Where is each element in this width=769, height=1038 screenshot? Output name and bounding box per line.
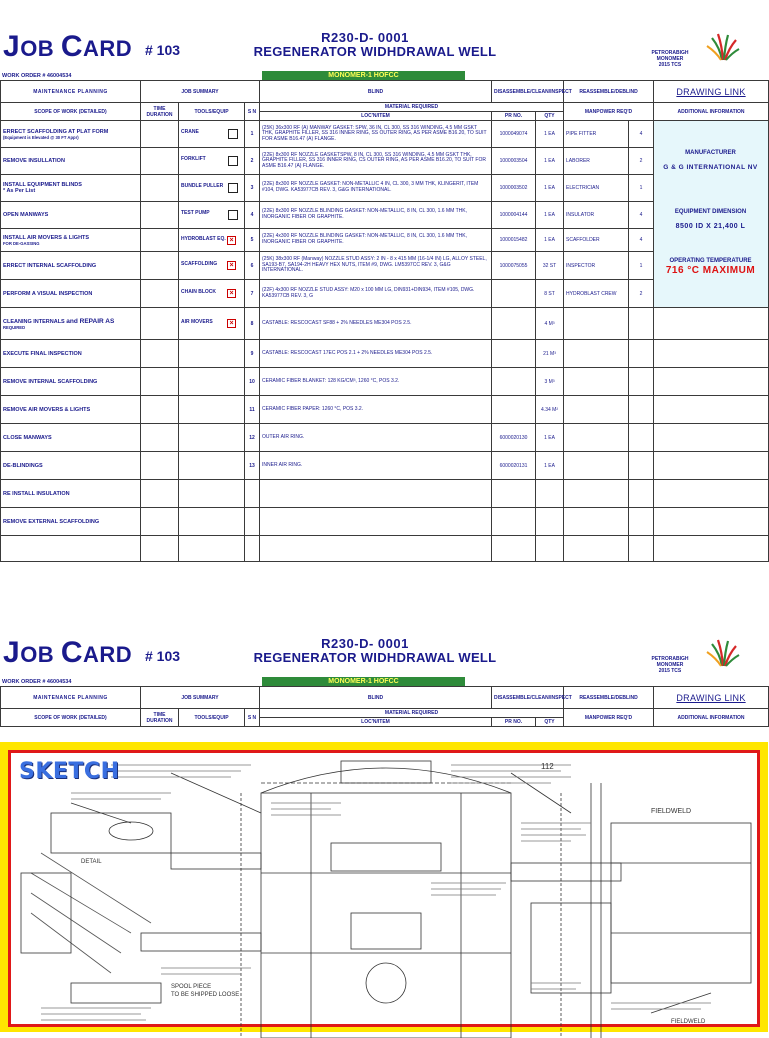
scope-cell: CLEANING INTERNALS and REPAIR AS REQUIRED (1, 308, 141, 340)
tool-checkbox-checked[interactable]: × (227, 289, 236, 298)
job-summary-header: JOB SUMMARY (141, 687, 260, 709)
material-cell: CERAMIC FIBER BLANKET: 128 KG/CM³, 1260 °C, POS 3.2. (260, 368, 492, 396)
table-row (1, 121, 769, 148)
material-cell (260, 480, 492, 508)
sketch-note-fieldweld-2: FIELDWELD (671, 1019, 706, 1025)
temperature-label: OPERATING TEMPERATURE (669, 258, 752, 264)
temperature-value: 716 °C MAXIMUM (665, 265, 756, 276)
equipment-name: REGENERATOR WIDHDRAWAL WELL (253, 650, 497, 665)
tool-checkbox-checked[interactable]: × (227, 261, 236, 270)
company-logo-icon (704, 32, 740, 62)
time-cell[interactable] (141, 308, 179, 340)
tool-checkbox-checked[interactable]: × (227, 236, 236, 245)
unit-banner: MONOMER-1 HOFCC (262, 71, 465, 81)
qty-cell: 1 EA (536, 121, 564, 148)
manpower-trade-cell: LABORER (564, 148, 629, 175)
table-row (1, 280, 769, 308)
tool-cell: TEST PUMP (179, 202, 245, 229)
pr-number-cell: 1000003504 (492, 148, 536, 175)
tool-cell (179, 480, 245, 508)
material-cell: (22E) 8x300 RF NOZZLE GASKETSPW, 8 IN, CL 300, SS 316 WINDING, 4.5 MM GSKT THK, GRAPHITE FILLER, SS 316 INNER RING, CS OUTER RING, AS PER ASME B16.20, TO SUIT FOR ASME B16.47 (A) FLANGE. (260, 148, 492, 175)
manpower-count-cell: 2 (629, 280, 654, 308)
qty-cell: 1 EA (536, 202, 564, 229)
sn-cell: 3 (245, 175, 260, 202)
tool-checkbox[interactable] (228, 156, 238, 166)
additional-info-cell (654, 368, 769, 396)
scope-cell: INSTALL EQUIPMENT BLINDS * As Per List (1, 175, 141, 202)
scope-cell (1, 536, 141, 562)
manpower-trade-cell (564, 536, 629, 562)
time-cell[interactable] (141, 252, 179, 280)
col-tools: TOOLS/EQUIP (179, 103, 245, 121)
col-additional-info: ADDITIONAL INFORMATION (654, 103, 769, 121)
disassemble-header: DISASSEMBLE/CLEAN/INSPECT (492, 81, 564, 103)
tool-cell (179, 424, 245, 452)
sn-cell: 6 (245, 252, 260, 280)
col-time: TIME DURATION (141, 103, 179, 121)
time-cell[interactable] (141, 202, 179, 229)
material-cell: OUTER AIR RING. (260, 424, 492, 452)
tool-checkbox[interactable] (228, 183, 238, 193)
time-cell[interactable] (141, 121, 179, 148)
manpower-count-cell (629, 368, 654, 396)
col-loc-item: LOC'N/ITEM (260, 718, 492, 727)
manpower-count-cell: 1 (629, 252, 654, 280)
manpower-count-cell (629, 396, 654, 424)
qty-cell: 8 ST (536, 280, 564, 308)
manpower-trade-cell (564, 508, 629, 536)
sketch-note-detail: DETAIL (81, 859, 102, 865)
material-cell: (22F) 4x300 RF NOZZLE STUD ASSY: M20 x 100 MM LG, DIN931+DIN934, ITEM #105, DWG. KA53977CB REV. 3, G (260, 280, 492, 308)
time-cell[interactable] (141, 480, 179, 508)
tool-cell (179, 396, 245, 424)
tool-cell (179, 452, 245, 480)
col-scope: SCOPE OF WORK (DETAILED) (1, 103, 141, 121)
pr-number-cell: 1000015482 (492, 229, 536, 252)
equipment-tag: R230-D- 0001 (321, 636, 409, 651)
material-cell (260, 508, 492, 536)
col-qty: QTY (536, 718, 564, 727)
sn-cell: 8 (245, 308, 260, 340)
work-order-number: WORK ORDER # 46004534 (2, 73, 72, 79)
qty-cell: 1 EA (536, 175, 564, 202)
manpower-trade-cell: INSULATOR (564, 202, 629, 229)
material-cell (260, 536, 492, 562)
time-cell[interactable] (141, 148, 179, 175)
manpower-trade-cell: INSPECTOR (564, 252, 629, 280)
time-cell[interactable] (141, 424, 179, 452)
disassemble-header: DISASSEMBLE/CLEAN/INSPECT (492, 687, 564, 709)
additional-info-cell (654, 508, 769, 536)
sketch-note-number: 112 (541, 762, 554, 771)
tool-checkbox-checked[interactable]: × (227, 319, 236, 328)
col-qty: QTY (536, 112, 564, 121)
time-cell[interactable] (141, 536, 179, 562)
tool-cell: AIR MOVERS × (179, 308, 245, 340)
work-order-number: WORK ORDER # 46004534 (2, 679, 72, 685)
additional-info-cell (654, 452, 769, 480)
time-cell[interactable] (141, 396, 179, 424)
qty-cell: 21 M³ (536, 340, 564, 368)
pr-number-cell (492, 340, 536, 368)
pr-number-cell (492, 536, 536, 562)
job-card-table-header (0, 686, 769, 727)
pr-number-cell (492, 508, 536, 536)
sn-cell (245, 480, 260, 508)
additional-info-cell (654, 424, 769, 452)
scope-cell: REMOVE AIR MOVERS & LIGHTS (1, 396, 141, 424)
material-cell: (22E) 4x300 RF NOZZLE BLINDING GASKET: NON-METALLIC, 8 IN, CL 300, 1.6 MM THK, INORGANIC FIBER OR GRAPHITE. (260, 229, 492, 252)
additional-info-cell (654, 340, 769, 368)
manpower-count-cell (629, 480, 654, 508)
col-tools: TOOLS/EQUIP (179, 709, 245, 727)
qty-cell: 1 EA (536, 229, 564, 252)
sn-cell: 11 (245, 396, 260, 424)
material-cell: INNER AIR RING. (260, 452, 492, 480)
manpower-trade-cell: ELECTRICIAN (564, 175, 629, 202)
job-card-title: JOB CARD (3, 30, 133, 63)
qty-cell: 4 M³ (536, 308, 564, 340)
manpower-count-cell (629, 308, 654, 340)
sn-cell: 7 (245, 280, 260, 308)
pr-number-cell: 6000020130 (492, 424, 536, 452)
manpower-count-cell (629, 508, 654, 536)
equipment-name: REGENERATOR WIDHDRAWAL WELL (253, 44, 497, 59)
qty-cell (536, 508, 564, 536)
blind-header: BLIND (260, 81, 492, 103)
sketch-drawing-area (8, 750, 760, 1027)
reassemble-header: REASSEMBLE/DEBLIND (564, 687, 654, 709)
pr-number-cell: 1000049074 (492, 121, 536, 148)
tool-cell: BUNDLE PULLER (179, 175, 245, 202)
col-material-required: MATERIAL REQUIRED (260, 103, 564, 112)
additional-info-cell (654, 308, 769, 340)
job-card-page-1 (0, 30, 768, 525)
qty-cell: 3 M³ (536, 368, 564, 396)
material-cell: (25K) 36x300 RF (A) MANWAY GASKET: SPW, 36 IN, CL 300, SS 316 WINDING, 4.5 MM GSKT THK, GRAPHITE FILLER, SS 316 INNER RING, SS OUTER RING, AS PER ASME B16.20, TO SUIT FOR ASME B16.47 (A) FLANGE. (260, 121, 492, 148)
col-additional-info: ADDITIONAL INFORMATION (654, 709, 769, 727)
job-card-number: # 103 (145, 42, 181, 58)
tool-cell: FORKLIFT (179, 148, 245, 175)
scope-cell: EXECUTE FINAL INSPECTION (1, 340, 141, 368)
maintenance-planning-header: MAINTENANCE PLANNING (1, 687, 141, 709)
time-cell[interactable] (141, 340, 179, 368)
manpower-trade-cell (564, 368, 629, 396)
scope-cell: RE INSTALL INSULATION (1, 480, 141, 508)
time-cell[interactable] (141, 452, 179, 480)
table-row (1, 452, 769, 480)
col-scope: SCOPE OF WORK (DETAILED) (1, 709, 141, 727)
manufacturer-label: MANUFACTURER (685, 150, 736, 156)
job-card-title: JOB CARD (3, 636, 133, 669)
manpower-count-cell: 2 (629, 148, 654, 175)
col-pr-no: PR NO. (492, 718, 536, 727)
table-row (1, 508, 769, 536)
manufacturer-value: G & G INTERNATIONAL NV (663, 164, 758, 171)
time-cell[interactable] (141, 229, 179, 252)
manpower-trade-cell: SCAFFOLDER (564, 229, 629, 252)
pr-number-cell (492, 308, 536, 340)
dimension-value: 8500 ID X 21,400 L (675, 223, 746, 230)
tool-cell (179, 368, 245, 396)
sketch-label: SKETCH (19, 759, 120, 784)
company-logo-icon (704, 638, 740, 668)
pr-number-cell (492, 368, 536, 396)
pr-number-cell: 1000004144 (492, 202, 536, 229)
scope-cell: REMOVE EXTERNAL SCAFFOLDING (1, 508, 141, 536)
blind-header: BLIND (260, 687, 492, 709)
sn-cell: 13 (245, 452, 260, 480)
qty-cell (536, 536, 564, 562)
time-cell[interactable] (141, 508, 179, 536)
material-cell: CERAMIC FIBER PAPER: 1260 °C, POS 3.2. (260, 396, 492, 424)
sketch-note-shipped: TO BE SHIPPED LOOSE (171, 992, 240, 998)
pr-number-cell: 1000075055 (492, 252, 536, 280)
table-row (1, 340, 769, 368)
additional-info-cell (654, 536, 769, 562)
scope-cell: REMOVE INTERNAL SCAFFOLDING (1, 368, 141, 396)
qty-cell (536, 480, 564, 508)
manpower-trade-cell (564, 424, 629, 452)
manpower-trade-cell: HYDROBLAST CREW (564, 280, 629, 308)
sn-cell: 9 (245, 340, 260, 368)
maintenance-planning-header: MAINTENANCE PLANNING (1, 81, 141, 103)
sn-cell: 1 (245, 121, 260, 148)
material-cell: (25K) 38x300 RF (Manway) NOZZLE STUD ASSY: 2 IN - 8 x 415 MM (16-1/4 IN) LG, ALLOY STEEL, SA193-B7, SA194-2H HEAVY HEX NUTS, ITEM #9, DWG. LM5397CC REV. 3, G&G INTERNATIONAL. (260, 252, 492, 280)
material-cell: (22E) 8x300 RF NOZZLE GASKET: NON-METALLIC 4 IN, CL 300, 3 MM THK, KLINGERIT, ITEM #104, DWG. KA53977CB REV. 3, G&G INTERNATIONAL. (260, 175, 492, 202)
company-logo-text: PETRORABIGH MONOMER 2015 TCS (651, 50, 689, 68)
qty-cell: 32 ST (536, 252, 564, 280)
engineering-drawing (11, 753, 767, 1038)
pr-number-cell: 6000020131 (492, 452, 536, 480)
manpower-count-cell (629, 536, 654, 562)
qty-cell: 1 EA (536, 424, 564, 452)
qty-cell: 4.34 M² (536, 396, 564, 424)
tool-cell: HYDROBLAST EQ. × (179, 229, 245, 252)
sn-cell: 4 (245, 202, 260, 229)
table-row (1, 308, 769, 340)
tool-cell (179, 536, 245, 562)
scope-cell: PERFORM A VISUAL INSPECTION (1, 280, 141, 308)
drawing-link[interactable]: DRAWING LINK (654, 687, 769, 709)
pr-number-cell (492, 480, 536, 508)
sn-cell: 10 (245, 368, 260, 396)
material-cell: CASTABLE: RESCOCAST 17EC POS 2.1 + 2% NEEDLES ME304 POS 2.5. (260, 340, 492, 368)
manpower-trade-cell (564, 480, 629, 508)
job-card-number: # 103 (145, 648, 181, 664)
time-cell[interactable] (141, 280, 179, 308)
reassemble-header: REASSEMBLE/DEBLIND (564, 81, 654, 103)
job-card-page-2 (0, 636, 768, 1025)
additional-info-cell (654, 396, 769, 424)
scope-cell: DE-BLINDINGS (1, 452, 141, 480)
dimension-label: EQUIPMENT DIMENSION (674, 209, 747, 215)
pr-number-cell (492, 280, 536, 308)
tool-cell (179, 508, 245, 536)
manpower-trade-cell (564, 452, 629, 480)
scope-cell: OPEN MANWAYS (1, 202, 141, 229)
col-sn: S N (245, 709, 260, 727)
company-logo-text: PETRORABIGH MONOMER 2015 TCS (651, 656, 689, 674)
scope-cell: CLOSE MANWAYS (1, 424, 141, 452)
material-cell: CASTABLE: RESCOCAST SF88 + 2% NEEDLES ME304 POS 2.5. (260, 308, 492, 340)
manpower-count-cell: 4 (629, 229, 654, 252)
manpower-trade-cell (564, 308, 629, 340)
equipment-tag: R230-D- 0001 (321, 30, 409, 45)
sketch-frame (0, 742, 768, 1032)
tool-cell: SCAFFOLDING × (179, 252, 245, 280)
sn-cell: 12 (245, 424, 260, 452)
time-cell[interactable] (141, 368, 179, 396)
table-row (1, 396, 769, 424)
material-cell: (22E) 8x300 RF NOZZLE BLINDING GASKET: NON-METALLIC, 8 IN, CL 300, 1.6 MM THK, INORGANIC FIBER OR GRAPHITE. (260, 202, 492, 229)
scope-cell: ERRECT INTERNAL SCAFFOLDING (1, 252, 141, 280)
tool-checkbox[interactable] (228, 129, 238, 139)
time-cell[interactable] (141, 175, 179, 202)
manpower-count-cell (629, 424, 654, 452)
manpower-count-cell: 4 (629, 202, 654, 229)
manpower-count-cell (629, 452, 654, 480)
drawing-link[interactable]: DRAWING LINK (654, 81, 769, 103)
table-row (1, 368, 769, 396)
scope-cell: INSTALL AIR MOVERS & LIGHTS FOR DE-GASSING (1, 229, 141, 252)
job-summary-header: JOB SUMMARY (141, 81, 260, 103)
manpower-trade-cell (564, 396, 629, 424)
table-row (1, 536, 769, 562)
qty-cell: 1 EA (536, 452, 564, 480)
sn-cell: 5 (245, 229, 260, 252)
sketch-note-spool: SPOOL PIECE (171, 984, 212, 990)
tool-cell: CRANE (179, 121, 245, 148)
sn-cell (245, 536, 260, 562)
tool-checkbox[interactable] (228, 210, 238, 220)
tool-cell (179, 340, 245, 368)
col-manpower: MANPOWER REQ'D (564, 709, 654, 727)
manpower-trade-cell: PIPE FITTER (564, 121, 629, 148)
scope-cell: REMOVE INSULLATION (1, 148, 141, 175)
table-row (1, 480, 769, 508)
col-loc-item: LOC'N/ITEM (260, 112, 492, 121)
pr-number-cell (492, 396, 536, 424)
unit-banner: MONOMER-1 HOFCC (262, 677, 465, 687)
col-manpower: MANPOWER REQ'D (564, 103, 654, 121)
scope-cell: ERRECT SCAFFOLDING AT PLAT FORM (Equipment is Elevated @ 30 FT Appr) (1, 121, 141, 148)
col-sn: S N (245, 103, 260, 121)
manpower-count-cell: 1 (629, 175, 654, 202)
sn-cell (245, 508, 260, 536)
manpower-count-cell: 4 (629, 121, 654, 148)
manpower-trade-cell (564, 340, 629, 368)
col-material-required: MATERIAL REQUIRED (260, 709, 564, 718)
manpower-count-cell (629, 340, 654, 368)
pr-number-cell: 1000003502 (492, 175, 536, 202)
additional-info-panel (653, 150, 768, 276)
qty-cell: 1 EA (536, 148, 564, 175)
tool-cell: CHAIN BLOCK × (179, 280, 245, 308)
additional-info-cell (654, 480, 769, 508)
table-row (1, 424, 769, 452)
col-pr-no: PR NO. (492, 112, 536, 121)
sketch-note-fieldweld: FIELDWELD (651, 808, 692, 815)
sn-cell: 2 (245, 148, 260, 175)
col-time: TIME DURATION (141, 709, 179, 727)
